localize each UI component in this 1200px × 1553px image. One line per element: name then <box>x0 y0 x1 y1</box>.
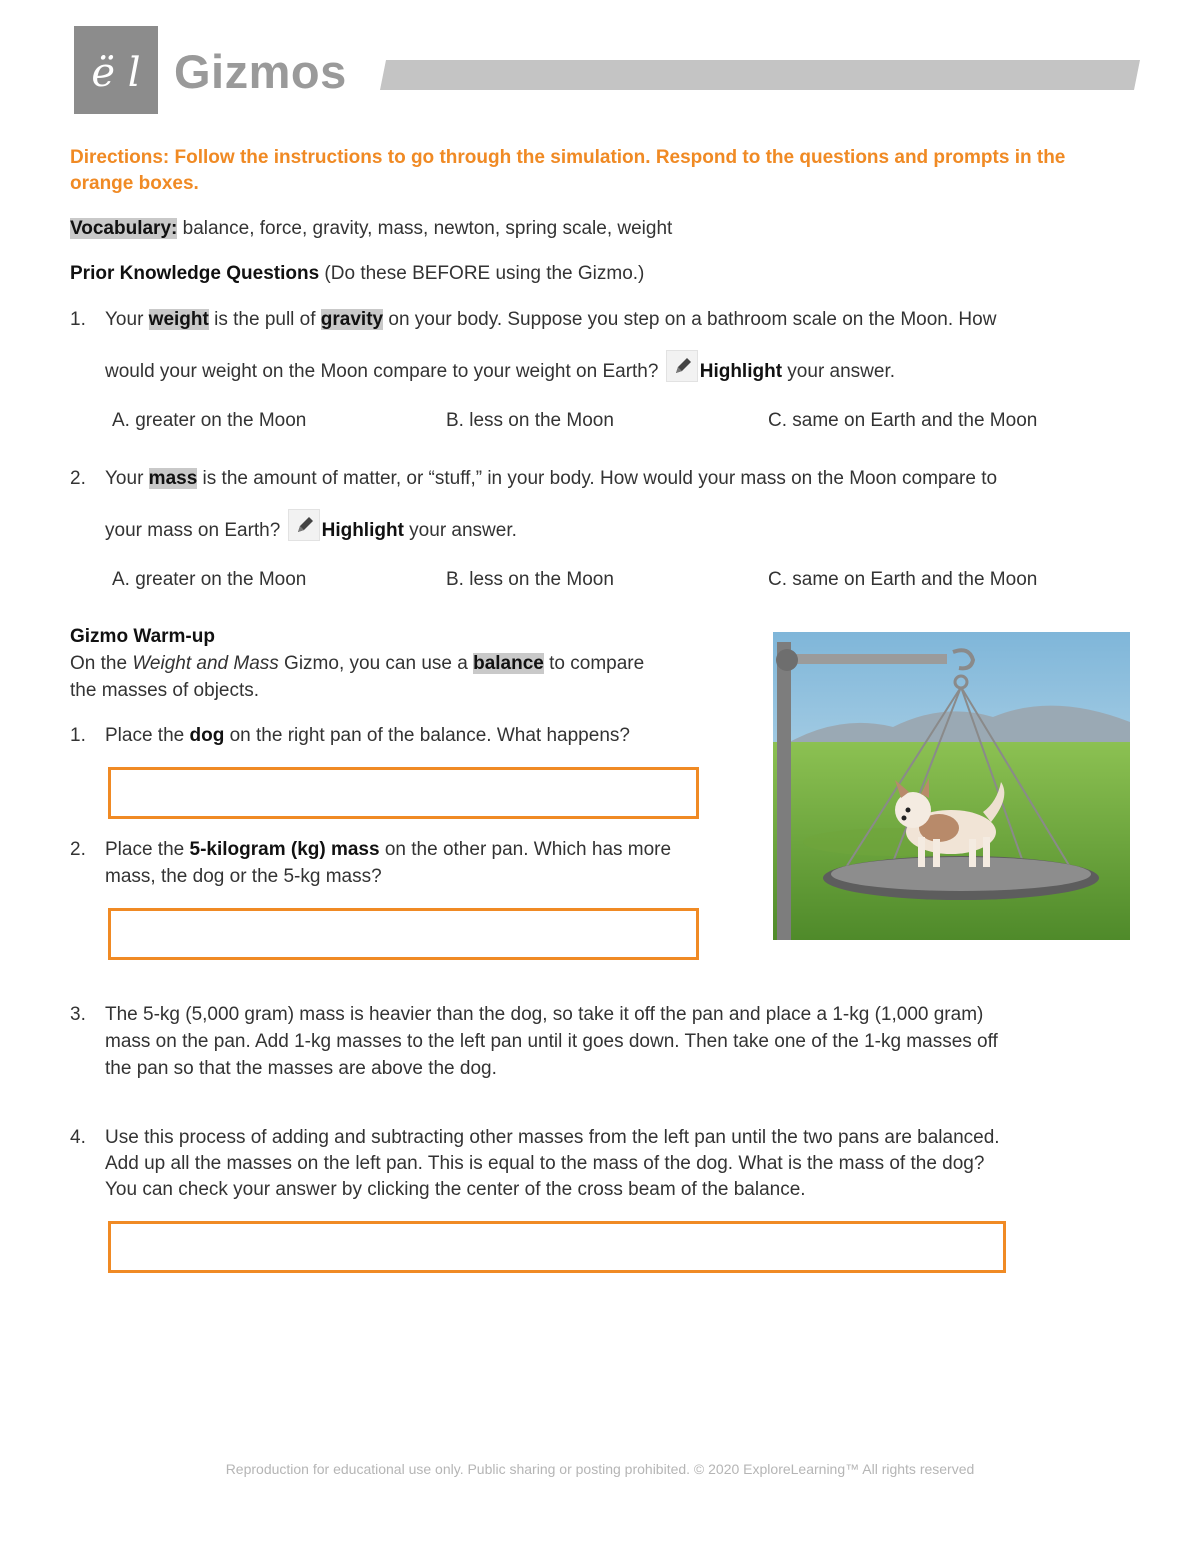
pk-q2-line1: Your mass is the amount of matter, or “stuff,” in your body. How would your mass on the Moon compare to <box>105 468 998 489</box>
wu-q2-text: Place the 5-kilogram (kg) mass on the other pan. Which has more <box>105 839 672 860</box>
pk-q2-option-c[interactable]: C. same on Earth and the Moon <box>768 569 1038 590</box>
warmup-intro-line2: the masses of objects. <box>70 680 260 701</box>
wu-q1-text: Place the dog on the right pan of the balance. What happens? <box>105 725 630 746</box>
prior-knowledge-heading: Prior Knowledge Questions (Do these BEFORE using the Gizmo.) <box>70 263 645 284</box>
pk-q2-line2: your mass on Earth? Highlight your answer. <box>105 509 1135 544</box>
pencil-icon <box>666 350 698 382</box>
wu-q4-line2: Add up all the masses on the left pan. This is equal to the mass of the dog. What is the mass of the dog? <box>105 1153 985 1174</box>
pk-q1-option-c[interactable]: C. same on Earth and the Moon <box>768 410 1038 431</box>
answer-box-q1[interactable] <box>108 767 699 819</box>
wu-q2-number: 2. <box>70 839 86 860</box>
keyword-balance: balance <box>473 653 544 674</box>
pk-q1-option-b[interactable]: B. less on the Moon <box>446 410 614 431</box>
answer-box-q2[interactable] <box>108 908 699 960</box>
svg-text:ë l: ë l <box>91 50 141 96</box>
answer-box-q4[interactable] <box>108 1221 1006 1273</box>
warmup-intro: On the Weight and Mass Gizmo, you can use a balance to compare <box>70 653 645 674</box>
pk-q1-number: 1. <box>70 309 86 330</box>
pk-q1-line2: would your weight on the Moon compare to your weight on Earth? Highlight your answer. <box>105 350 1135 385</box>
pk-q2-option-a[interactable]: A. greater on the Moon <box>112 569 307 590</box>
header-bar <box>380 60 1140 90</box>
explorelearning-logo <box>74 26 158 114</box>
wu-q2-line2: mass, the dog or the 5-kg mass? <box>105 866 382 887</box>
pencil-icon <box>288 509 320 541</box>
wu-q3-line3: the pan so that the masses are above the dog. <box>105 1058 497 1079</box>
wu-q4-number: 4. <box>70 1127 86 1148</box>
vocabulary-line <box>70 216 672 242</box>
gizmo-balance-dog-image <box>773 632 1130 940</box>
pk-q2-option-b[interactable]: B. less on the Moon <box>446 569 614 590</box>
vocabulary-label: Vocabulary: <box>70 218 178 239</box>
brand-title: Gizmos <box>174 45 347 98</box>
wu-q4-line3: You can check your answer by clicking the center of the cross beam of the balance. <box>105 1179 806 1200</box>
wu-q3-line1: The 5-kg (5,000 gram) mass is heavier than the dog, so take it off the pan and place a 1-kg (1,000 gram) <box>105 1004 984 1025</box>
keyword-weight: weight <box>148 309 209 330</box>
pk-q2-number: 2. <box>70 468 86 489</box>
pk-q1-option-a[interactable]: A. greater on the Moon <box>112 410 307 431</box>
warmup-heading: Gizmo Warm-up <box>70 626 215 647</box>
wu-q4-line1: Use this process of adding and subtracting other masses from the left pan until the two pans are balanced. <box>105 1127 1000 1148</box>
directions-text: Directions: Follow the instructions to go through the simulation. Respond to the questions and prompts in the orange boxes. <box>70 147 1066 194</box>
pk-q1-line1: Your weight is the pull of gravity on your body. Suppose you step on a bathroom scale on the Moon. How <box>105 309 997 330</box>
wu-q1-number: 1. <box>70 725 86 746</box>
wu-q3-number: 3. <box>70 1004 86 1025</box>
keyword-gravity: gravity <box>320 309 384 330</box>
wu-q3-line2: mass on the pan. Add 1-kg masses to the left pan until it goes down. Then take one of the 1-kg masses off <box>105 1031 998 1052</box>
keyword-mass: mass <box>148 468 198 489</box>
vocabulary-terms: balance, force, gravity, mass, newton, spring scale, weight <box>177 218 673 239</box>
footer-copyright: Reproduction for educational use only. Public sharing or posting prohibited. © 2020 ExploreLearning™ All rights reserved <box>225 1461 975 1477</box>
el-logo-icon <box>74 26 158 114</box>
